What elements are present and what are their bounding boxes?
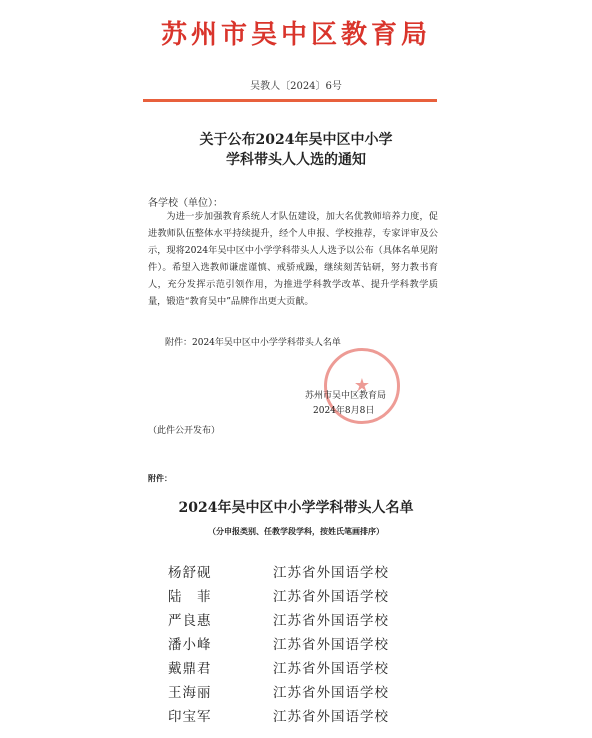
bureau-header: 苏州市吴中区教育局 (160, 20, 431, 50)
attachment-label: 附件： (148, 473, 172, 483)
person-name: 严良惠 (168, 613, 212, 629)
person-name: 戴鼎君 (168, 661, 212, 677)
person-name: 王海丽 (168, 685, 212, 701)
list-item (168, 559, 428, 583)
list-item (168, 607, 428, 631)
attachment-reference: 附件：2024年吴中区中小学学科带头人名单 (165, 338, 341, 348)
school-name: 江苏省外国语学校 (273, 589, 389, 605)
star-icon: ★ (353, 375, 371, 396)
person-name: 陆 菲 (168, 589, 212, 605)
school-name: 江苏省外国语学校 (273, 613, 389, 629)
issue-date: 2024年8月8日 (313, 406, 375, 416)
list-item (168, 655, 428, 679)
school-name: 江苏省外国语学校 (273, 709, 389, 725)
public-note: （此件公开发布） (148, 426, 221, 436)
red-divider (143, 99, 437, 102)
list-item (168, 679, 428, 703)
salutation: 各学校（单位）： (148, 198, 223, 209)
list-item (168, 583, 428, 607)
school-name: 江苏省外国语学校 (273, 661, 389, 677)
document-number: 吴教人〔2024〕6号 (250, 81, 342, 92)
person-name: 潘小峰 (168, 637, 212, 653)
school-name: 江苏省外国语学校 (273, 565, 389, 581)
issuer: 苏州市吴中区教育局 (305, 391, 387, 401)
roster-list (168, 559, 428, 727)
school-name: 江苏省外国语学校 (273, 685, 389, 701)
list-item (168, 703, 428, 727)
list-item (168, 631, 428, 655)
notice-title-line2: 学科带头人人选的通知 (226, 152, 366, 168)
school-name: 江苏省外国语学校 (273, 637, 389, 653)
person-name: 杨舒砚 (168, 565, 212, 581)
list-subtitle: （分申报类别、任教学段学科，按姓氏笔画排序） (208, 526, 384, 536)
list-title: 2024年吴中区中小学学科带头人名单 (178, 500, 414, 516)
person-name: 印宝军 (168, 709, 212, 725)
notice-title (0, 130, 592, 170)
notice-body: 为进一步加强教育系统人才队伍建设，加大名优教师培养力度，促进教师队伍整体水平持续提升，经个人申报、学校推荐，专家评审及公示，现将2024年吴中区中小学学科带头人人选予以公布（具体名单见附件）。希望入选教师谦虚谨慎、戒骄戒躁，继续刻苦钻研，努力教书育人，充分发挥示范引领作用，为推进学科教学改革、提升学科教学质量，锻造“教育吴中”品牌作出更大贡献。 (148, 211, 438, 307)
notice-title-line1: 关于公布2024年吴中区中小学 (199, 132, 393, 148)
